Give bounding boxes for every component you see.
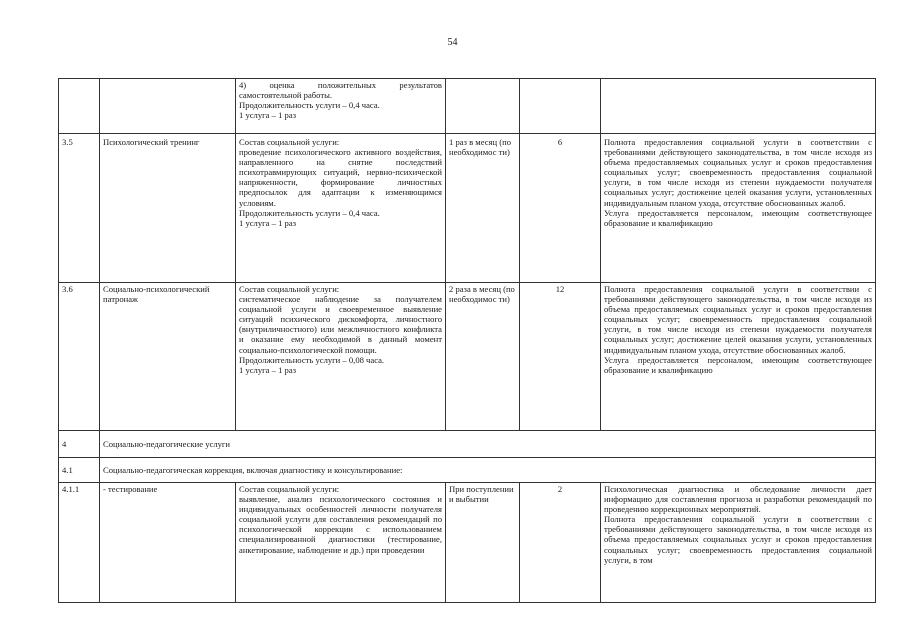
section-title: Социально-педагогическая коррекция, включая диагностику и консультирование: xyxy=(100,458,876,483)
cell-frequency xyxy=(446,79,520,134)
text-line: Продолжительность услуги – 0,4 часа. xyxy=(239,100,380,111)
page-number: 54 xyxy=(447,37,458,48)
cell-num: 4 xyxy=(59,431,100,458)
text-line: выявление, анализ психологического состояния и индивидуальных особенностей личности получателя социальной услуги для составления рекомендаций по психологической коррекции с использованием специализированной диагностики (тестирование, анкетирование, наблюдение и др.) при проведении xyxy=(239,494,442,555)
cell-name: Социально-психологический патронаж xyxy=(100,283,236,431)
cell-frequency: 2 раза в месяц (по необходимос ти) xyxy=(446,283,520,431)
text-line: 1 услуга – 1 раз xyxy=(239,110,297,121)
text-line: Состав социальной услуги: xyxy=(239,137,340,147)
text-line: 1 услуга – 1 раз xyxy=(239,217,297,228)
text-line: Продолжительность услуги – 0,08 часа. xyxy=(239,354,385,365)
text-line: Услуга предоставляется персоналом, имеющим соответствующее образование и квалификацию xyxy=(604,207,872,228)
services-table xyxy=(58,78,876,603)
cell-description xyxy=(236,134,446,283)
cell-frequency: При поступлении и выбытии xyxy=(446,483,520,603)
text-line: проведение психологического активного воздействия, направленного на снятие последствий психотравмирующих ситуаций, нервно-психической напряженности, формирование личностных предпосылок для адаптации к изменяющимся условиям. xyxy=(239,147,442,208)
text-line: Полнота предоставления социальной услуги в соответствии с требованиями действующего законодательства, в том числе исходя из объема предоставляемых социальных услуг и сроков предоставления социальных услуг; своевременность предоставления социальной услуги, в том числе исходя из степени нуждаемости получателя социальных услуг; достижение целей оказания услуги, установленных индивидуальным планом ухода, отсутствие обоснованных жалоб. xyxy=(604,137,872,208)
text-line: Полнота предоставления социальной услуги в соответствии с требованиями действующего законодательства, в том числе исходя из объема предоставляемых социальных услуг и сроков предоставления социальных услуг; своевременность предоставления социальной услуги, в том числе исходя из степени нуждаемости получателя социальных услуг; достижение целей оказания услуги, установленных индивидуальным планом ухода, отсутствие обоснованных жалоб. xyxy=(604,284,872,355)
text-line: систематическое наблюдение за получателем социальной услуги и своевременное выявление ситуаций психического дискомфорта, личностного (внутриличностного) или межличностного конфликта и оказание ему необходимой в данный момент социально-психологической помощи. xyxy=(239,294,442,355)
cell-num: 3.6 xyxy=(59,283,100,431)
cell-frequency: 1 раз в месяц (по необходимос ти) xyxy=(446,134,520,283)
cell-count: 12 xyxy=(520,283,601,431)
cell-description xyxy=(236,79,446,134)
cell-count: 2 xyxy=(520,483,601,603)
table-row-3-5 xyxy=(59,134,876,283)
cell-quality xyxy=(601,283,876,431)
table-row-3-6 xyxy=(59,283,876,431)
cell-count xyxy=(520,79,601,134)
cell-num: 4.1.1 xyxy=(59,483,100,603)
cell-quality xyxy=(601,134,876,283)
cell-quality xyxy=(601,79,876,134)
section-title: Социально-педагогические услуги xyxy=(100,431,876,458)
text-line: Продолжительность услуги – 0,4 часа. xyxy=(239,207,380,218)
table-row-4-1 xyxy=(59,458,876,483)
text-line: Психологическая диагностика и обследование личности дает информацию для составления прогноза и разработки рекомендаций по проведению коррекционных мероприятий. xyxy=(604,484,872,515)
cell-count: 6 xyxy=(520,134,601,283)
cell-num: 4.1 xyxy=(59,458,100,483)
text-line: Состав социальной услуги: xyxy=(239,284,340,294)
text-line: 1 услуга – 1 раз xyxy=(239,364,297,375)
table-row-continuation xyxy=(59,79,876,134)
table-row-4 xyxy=(59,431,876,458)
cell-name xyxy=(100,79,236,134)
cell-description xyxy=(236,483,446,603)
cell-name: - тестирование xyxy=(100,483,236,603)
cell-description xyxy=(236,283,446,431)
text-line: Услуга предоставляется персоналом, имеющим соответствующее образование и квалификацию xyxy=(604,354,872,375)
cell-name: Психологический тренинг xyxy=(100,134,236,283)
text-line: 4) оценка положительных результатов самостоятельной работы. xyxy=(239,80,442,101)
text-line: Состав социальной услуги: xyxy=(239,484,340,494)
cell-quality xyxy=(601,483,876,603)
text-line: Полнота предоставления социальной услуги в соответствии с требованиями действующего законодательства, в том числе исходя из объема предоставляемых социальных услуг и сроков предоставления социальных услуг; своевременность предоставления социальной услуги, в том xyxy=(604,514,872,565)
cell-num xyxy=(59,79,100,134)
table-row-4-1-1 xyxy=(59,483,876,603)
cell-num: 3.5 xyxy=(59,134,100,283)
